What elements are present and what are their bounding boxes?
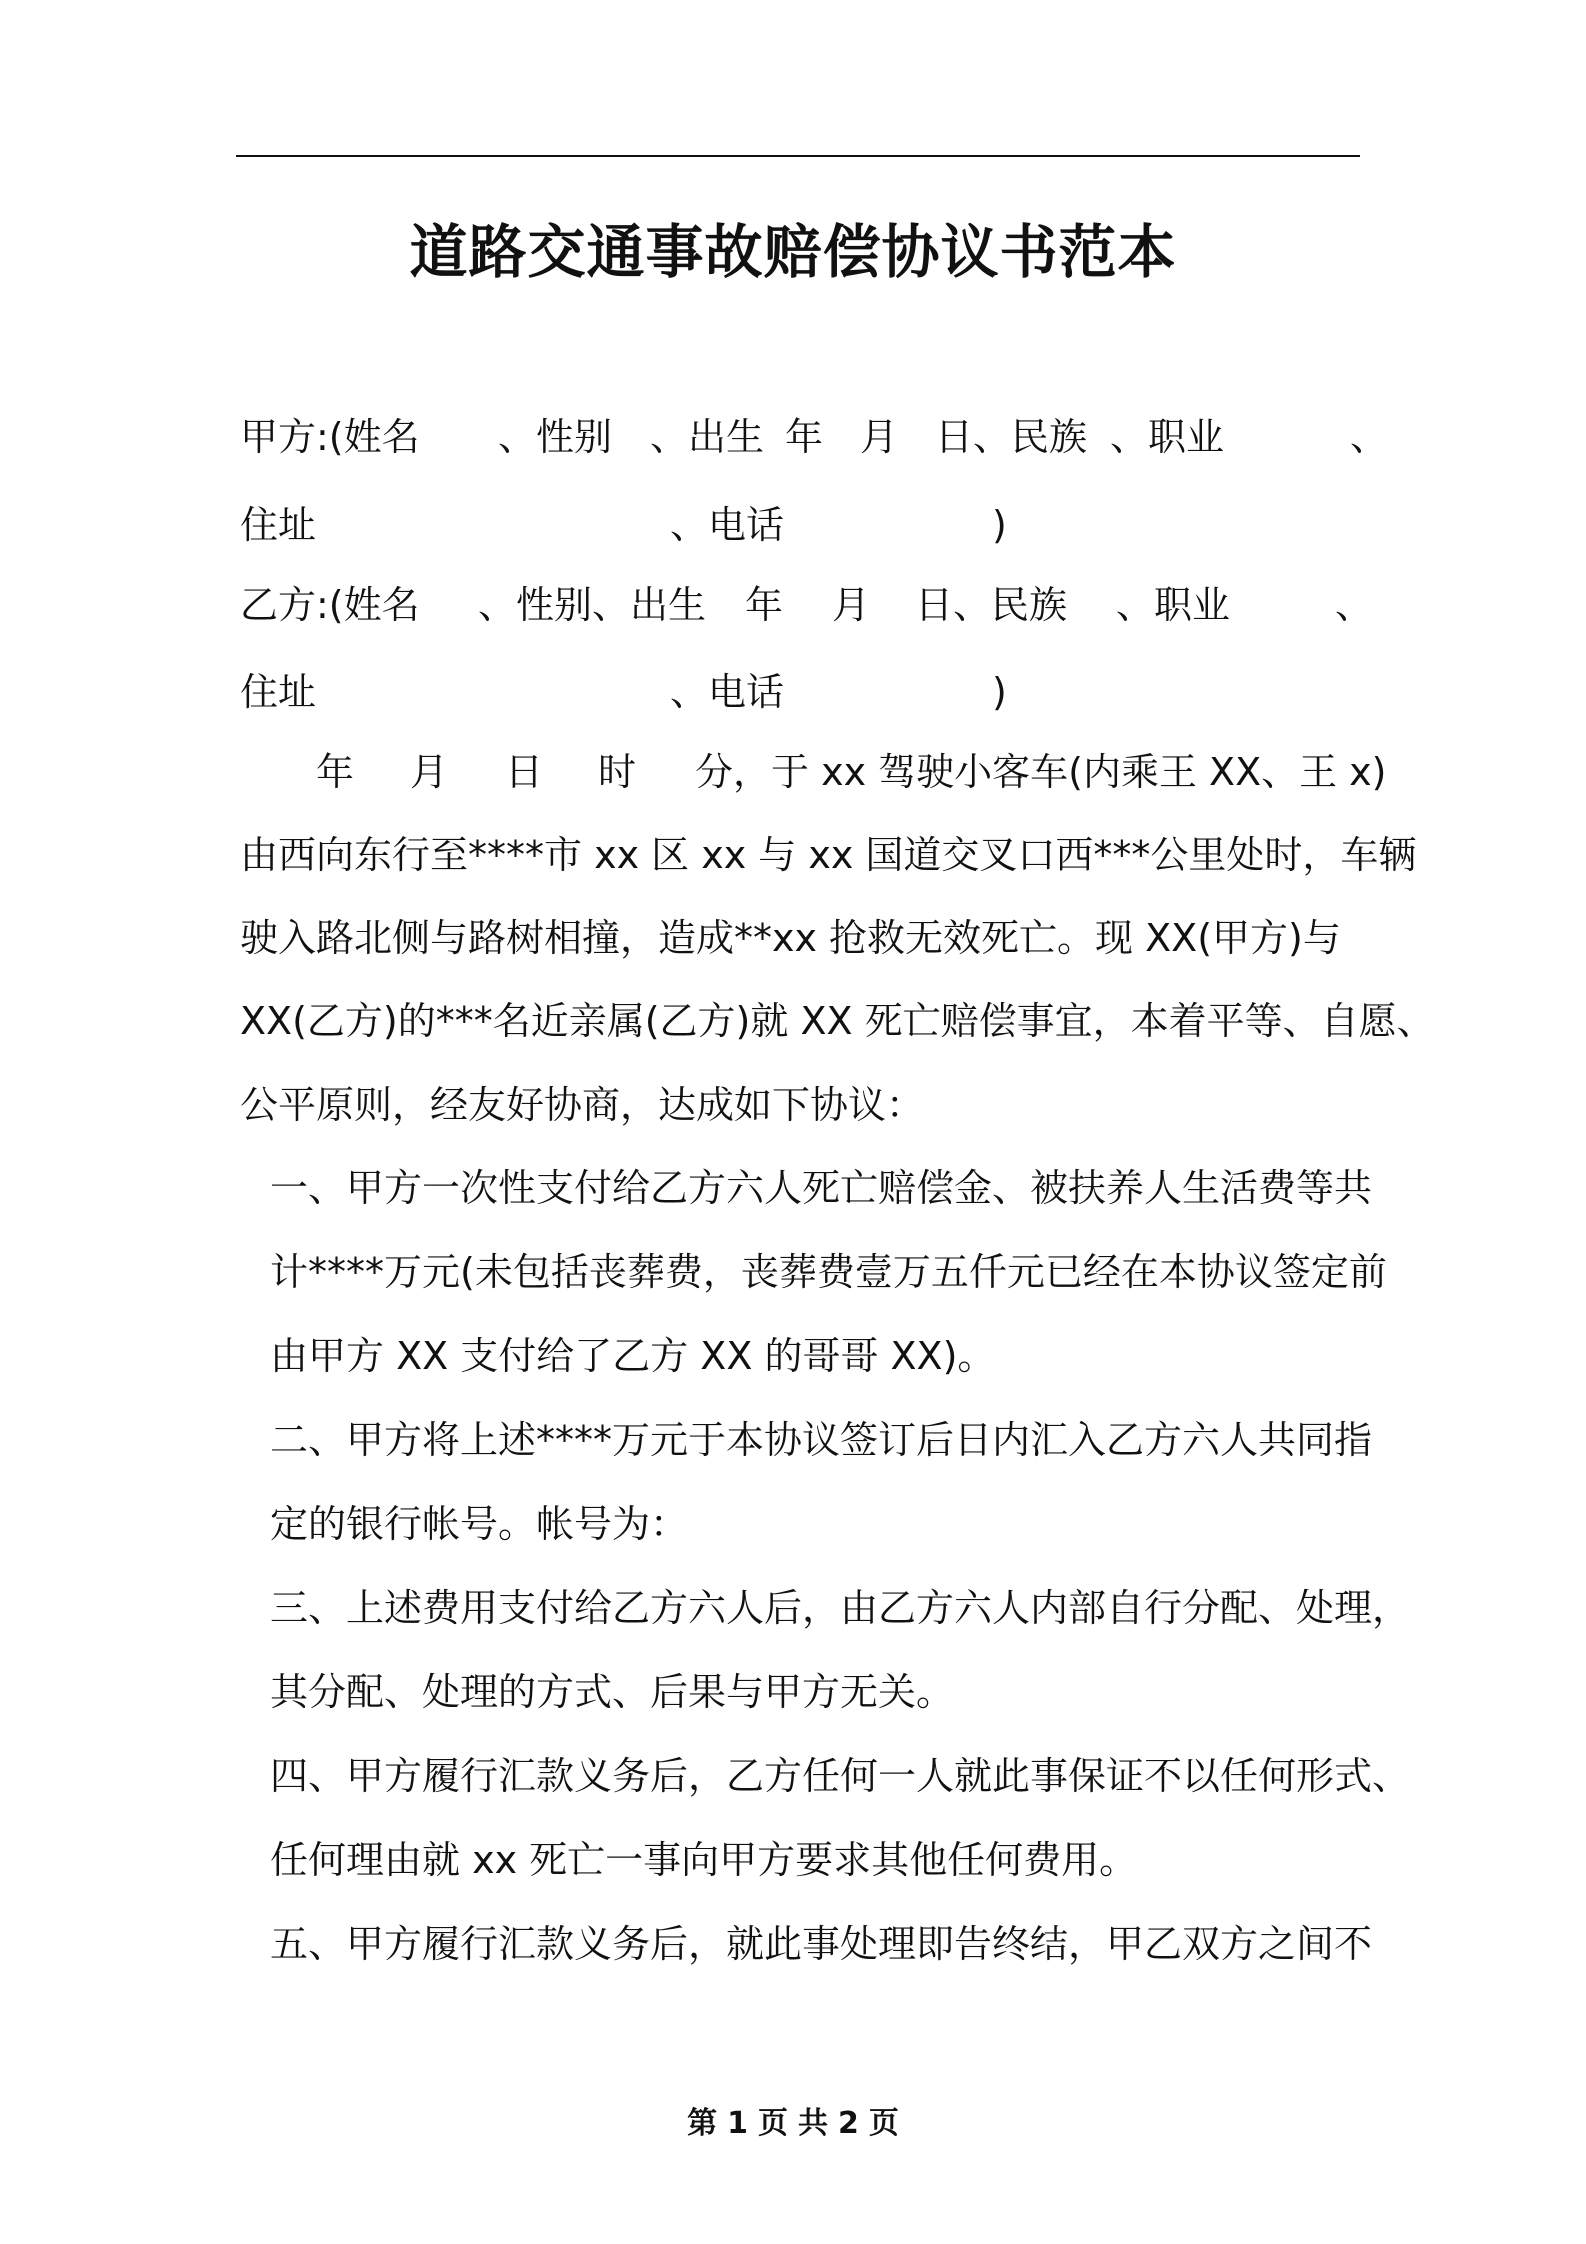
party-b-phone-label: 、电话	[670, 670, 785, 714]
intro-line-3: 驶入路北侧与路树相撞，造成**xx 抢救无效死亡。现 XX(甲方)与	[240, 916, 1341, 960]
party-b-address-label: 住址	[240, 670, 317, 714]
party-a-birth-label: 、出生	[650, 415, 765, 459]
clause-3-line-2: 其分配、处理的方式、后果与甲方无关。	[270, 1670, 955, 1714]
party-a-occupation-label: 、职业	[1110, 415, 1225, 459]
party-a-address-label: 住址	[240, 503, 317, 547]
clause-2-line-2: 定的银行帐号。帐号为：	[270, 1502, 689, 1546]
footer-di: 第	[687, 2106, 718, 2141]
party-a-year-label: 年	[785, 415, 824, 459]
clause-4-line-1: 四、甲方履行汇款义务后，乙方任何一人就此事保证不以任何形式、	[270, 1754, 1411, 1798]
party-a-ethnicity-label: 日、民族	[935, 415, 1088, 459]
party-b-year-label: 年	[745, 583, 784, 627]
intro-day: 日	[505, 750, 544, 794]
intro-month: 月	[410, 750, 449, 794]
footer-ye-2: 页	[868, 2106, 899, 2141]
footer-total-pages: 2	[838, 2106, 859, 2141]
clause-1-line-3: 由甲方 XX 支付给了乙方 XX 的哥哥 XX)。	[270, 1334, 996, 1378]
intro-minute-text: 分，于 xx 驾驶小客车(内乘王 XX、王 x)	[695, 750, 1387, 794]
header-rule	[236, 155, 1360, 157]
page-footer	[0, 2098, 1586, 2142]
clause-4-line-2: 任何理由就 xx 死亡一事向甲方要求其他任何费用。	[270, 1838, 1138, 1882]
party-b-gender-birth-label: 、性别、出生	[478, 583, 707, 627]
party-a-month-label: 月	[860, 415, 899, 459]
intro-line-4: XX(乙方)的***名近亲属(乙方)就 XX 死亡赔偿事宜，本着平等、自愿、	[240, 999, 1435, 1043]
party-b-name-label: 乙方:(姓名	[240, 583, 420, 627]
intro-line-5: 公平原则，经友好协商，达成如下协议：	[240, 1083, 925, 1127]
clause-5-line-1: 五、甲方履行汇款义务后，就此事处理即告终结，甲乙双方之间不	[270, 1922, 1373, 1966]
intro-line-2: 由西向东行至****市 xx 区 xx 与 xx 国道交叉口西***公里处时，车辆	[240, 833, 1417, 877]
intro-year: 年	[316, 750, 355, 794]
clause-1-line-2: 计****万元(未包括丧葬费，丧葬费壹万五仟元已经在本协议签定前	[270, 1250, 1387, 1294]
clause-2-line-1: 二、甲方将上述****万元于本协议签订后日内汇入乙方六人共同指	[270, 1418, 1373, 1462]
party-b-ethnicity-label: 日、民族	[915, 583, 1068, 627]
party-b-month-label: 月	[832, 583, 871, 627]
document-title: 道路交通事故赔偿协议书范本	[409, 218, 1177, 286]
party-b-occupation-label: 、职业	[1116, 583, 1231, 627]
clause-1-line-1: 一、甲方一次性支付给乙方六人死亡赔偿金、被扶养人生活费等共	[270, 1166, 1373, 1210]
clause-3-line-1: 三、上述费用支付给乙方六人后，由乙方六人内部自行分配、处理，	[270, 1586, 1411, 1630]
footer-page-number: 1	[727, 2106, 748, 2141]
party-a-name-label: 甲方:(姓名	[240, 415, 420, 459]
party-a-comma: 、	[1350, 415, 1389, 459]
party-b-comma: 、	[1335, 583, 1374, 627]
footer-ye: 页	[758, 2106, 788, 2141]
party-a-close-paren: )	[992, 503, 1007, 547]
party-a-gender-label: 、性别	[498, 415, 613, 459]
party-b-close-paren: )	[992, 670, 1007, 714]
footer-gong: 共	[798, 2106, 828, 2141]
intro-hour: 时	[598, 750, 637, 794]
party-a-phone-label: 、电话	[670, 503, 785, 547]
